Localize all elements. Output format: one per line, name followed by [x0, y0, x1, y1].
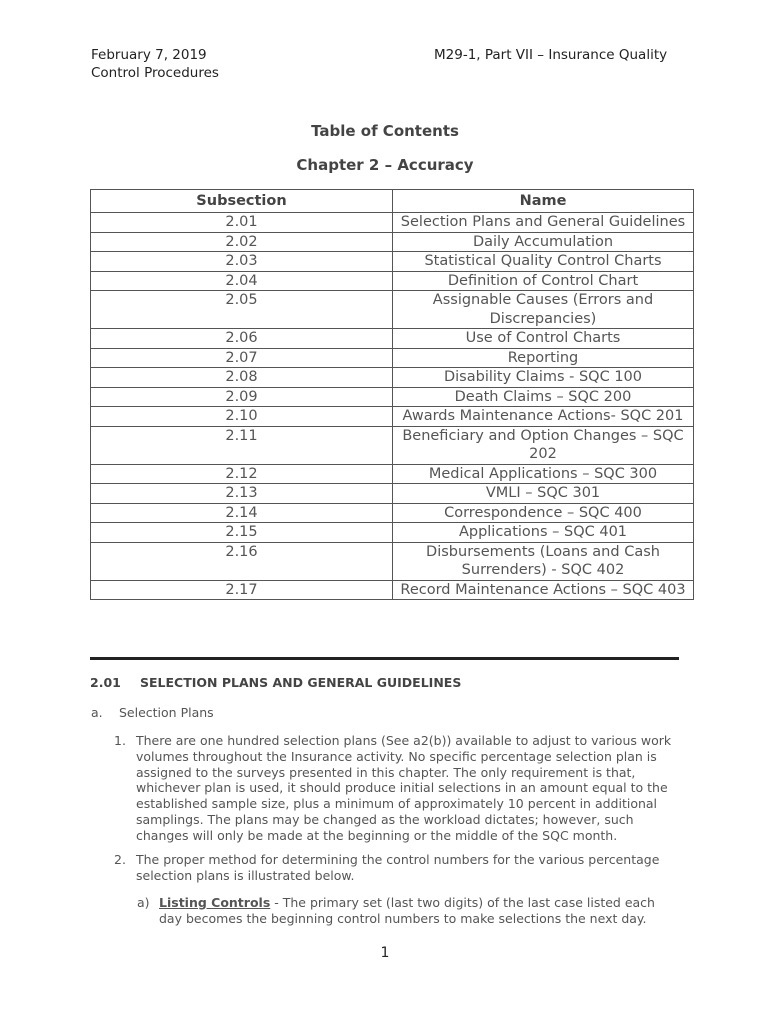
name-cell: VMLI – SQC 301	[393, 484, 694, 504]
table-row	[91, 348, 694, 368]
sub-item-a-body	[137, 895, 667, 927]
section-divider	[90, 657, 679, 660]
name-cell: Reporting	[393, 348, 694, 368]
toc-table	[90, 189, 694, 600]
toc-header-row	[91, 190, 694, 213]
section-title: SELECTION PLANS AND GENERAL GUIDELINES	[140, 675, 462, 690]
name-cell: Assignable Causes (Errors and Discrepancies)	[393, 291, 694, 329]
subsection-cell: 2.16	[91, 542, 393, 580]
table-row	[91, 368, 694, 388]
name-cell: Awards Maintenance Actions- SQC 201	[393, 407, 694, 427]
subsection-cell: 2.05	[91, 291, 393, 329]
subsection-cell: 2.08	[91, 368, 393, 388]
section-number: 2.01	[90, 675, 121, 690]
subsection-cell: 2.10	[91, 407, 393, 427]
subsection-cell: 2.09	[91, 387, 393, 407]
sub-item-a-text: - The primary set (last two digits) of the last case listed each day becomes the beginning control numbers to make selections the next day.	[159, 895, 655, 926]
table-row	[91, 580, 694, 600]
list-item-2-text: The proper method for determining the control numbers for the various percentage selection plans is illustrated below.	[136, 852, 660, 883]
table-row	[91, 542, 694, 580]
sub-item-a-label: a)	[137, 895, 150, 910]
sub-item-a-term: Listing Controls	[159, 895, 271, 910]
paragraph-a-label: a.	[91, 705, 103, 720]
name-cell: Correspondence – SQC 400	[393, 503, 694, 523]
sub-item-a	[137, 895, 667, 927]
toc-body	[91, 213, 694, 600]
subsection-cell: 2.14	[91, 503, 393, 523]
table-row	[91, 329, 694, 349]
name-cell: Definition of Control Chart	[393, 271, 694, 291]
chapter-title: Chapter 2 – Accuracy	[296, 156, 474, 174]
paragraph-a-text: Selection Plans	[119, 705, 214, 720]
name-cell: Daily Accumulation	[393, 232, 694, 252]
subsection-cell: 2.03	[91, 252, 393, 272]
header-date: February 7, 2019	[91, 47, 207, 63]
header-subtitle: Control Procedures	[91, 65, 219, 81]
name-cell: Death Claims – SQC 200	[393, 387, 694, 407]
list-item-1-number: 1.	[114, 733, 126, 748]
table-row	[91, 232, 694, 252]
name-cell: Applications – SQC 401	[393, 523, 694, 543]
list-item-2	[114, 852, 684, 884]
subsection-cell: 2.07	[91, 348, 393, 368]
subsection-cell: 2.02	[91, 232, 393, 252]
subsection-cell: 2.13	[91, 484, 393, 504]
table-row	[91, 484, 694, 504]
list-item-2-number: 2.	[114, 852, 126, 867]
subsection-cell: 2.04	[91, 271, 393, 291]
toc-header-subsection: Subsection	[91, 190, 393, 213]
subsection-cell: 2.17	[91, 580, 393, 600]
page-number: 1	[380, 945, 390, 961]
name-cell: Disability Claims - SQC 100	[393, 368, 694, 388]
paragraph-a	[91, 705, 214, 720]
section-heading	[90, 675, 461, 690]
name-cell: Beneficiary and Option Changes – SQC 202	[393, 426, 694, 464]
toc-title: Table of Contents	[311, 122, 459, 140]
table-row	[91, 407, 694, 427]
table-row	[91, 464, 694, 484]
table-row	[91, 271, 694, 291]
table-row	[91, 213, 694, 233]
list-item-1-text: There are one hundred selection plans (See a2(b)) available to adjust to various work volumes throughout the Insurance activity. No specific percentage selection plan is assigned to the surveys presented in this chapter. The only requirement is that, whichever plan is used, it should produce initial selections in an amount equal to the established sample size, plus a minimum of approximately 10 percent in additional samplings. The plans may be changed as the workload dictates; however, such changes will only be made at the beginning or the middle of the SQC month.	[136, 733, 672, 843]
header-doc-ref: M29-1, Part VII – Insurance Quality	[434, 47, 668, 63]
table-row	[91, 503, 694, 523]
subsection-cell: 2.01	[91, 213, 393, 233]
table-row	[91, 252, 694, 272]
name-cell: Medical Applications – SQC 300	[393, 464, 694, 484]
name-cell: Use of Control Charts	[393, 329, 694, 349]
table-row	[91, 426, 694, 464]
name-cell: Statistical Quality Control Charts	[393, 252, 694, 272]
page-header-left	[91, 46, 219, 82]
name-cell: Disbursements (Loans and Cash Surrenders) - SQC 402	[393, 542, 694, 580]
name-cell: Selection Plans and General Guidelines	[393, 213, 694, 233]
subsection-cell: 2.11	[91, 426, 393, 464]
toc-header-name: Name	[393, 190, 694, 213]
table-row	[91, 387, 694, 407]
subsection-cell: 2.12	[91, 464, 393, 484]
list-item-1	[114, 733, 684, 844]
subsection-cell: 2.15	[91, 523, 393, 543]
table-row	[91, 291, 694, 329]
subsection-cell: 2.06	[91, 329, 393, 349]
name-cell: Record Maintenance Actions – SQC 403	[393, 580, 694, 600]
table-row	[91, 523, 694, 543]
